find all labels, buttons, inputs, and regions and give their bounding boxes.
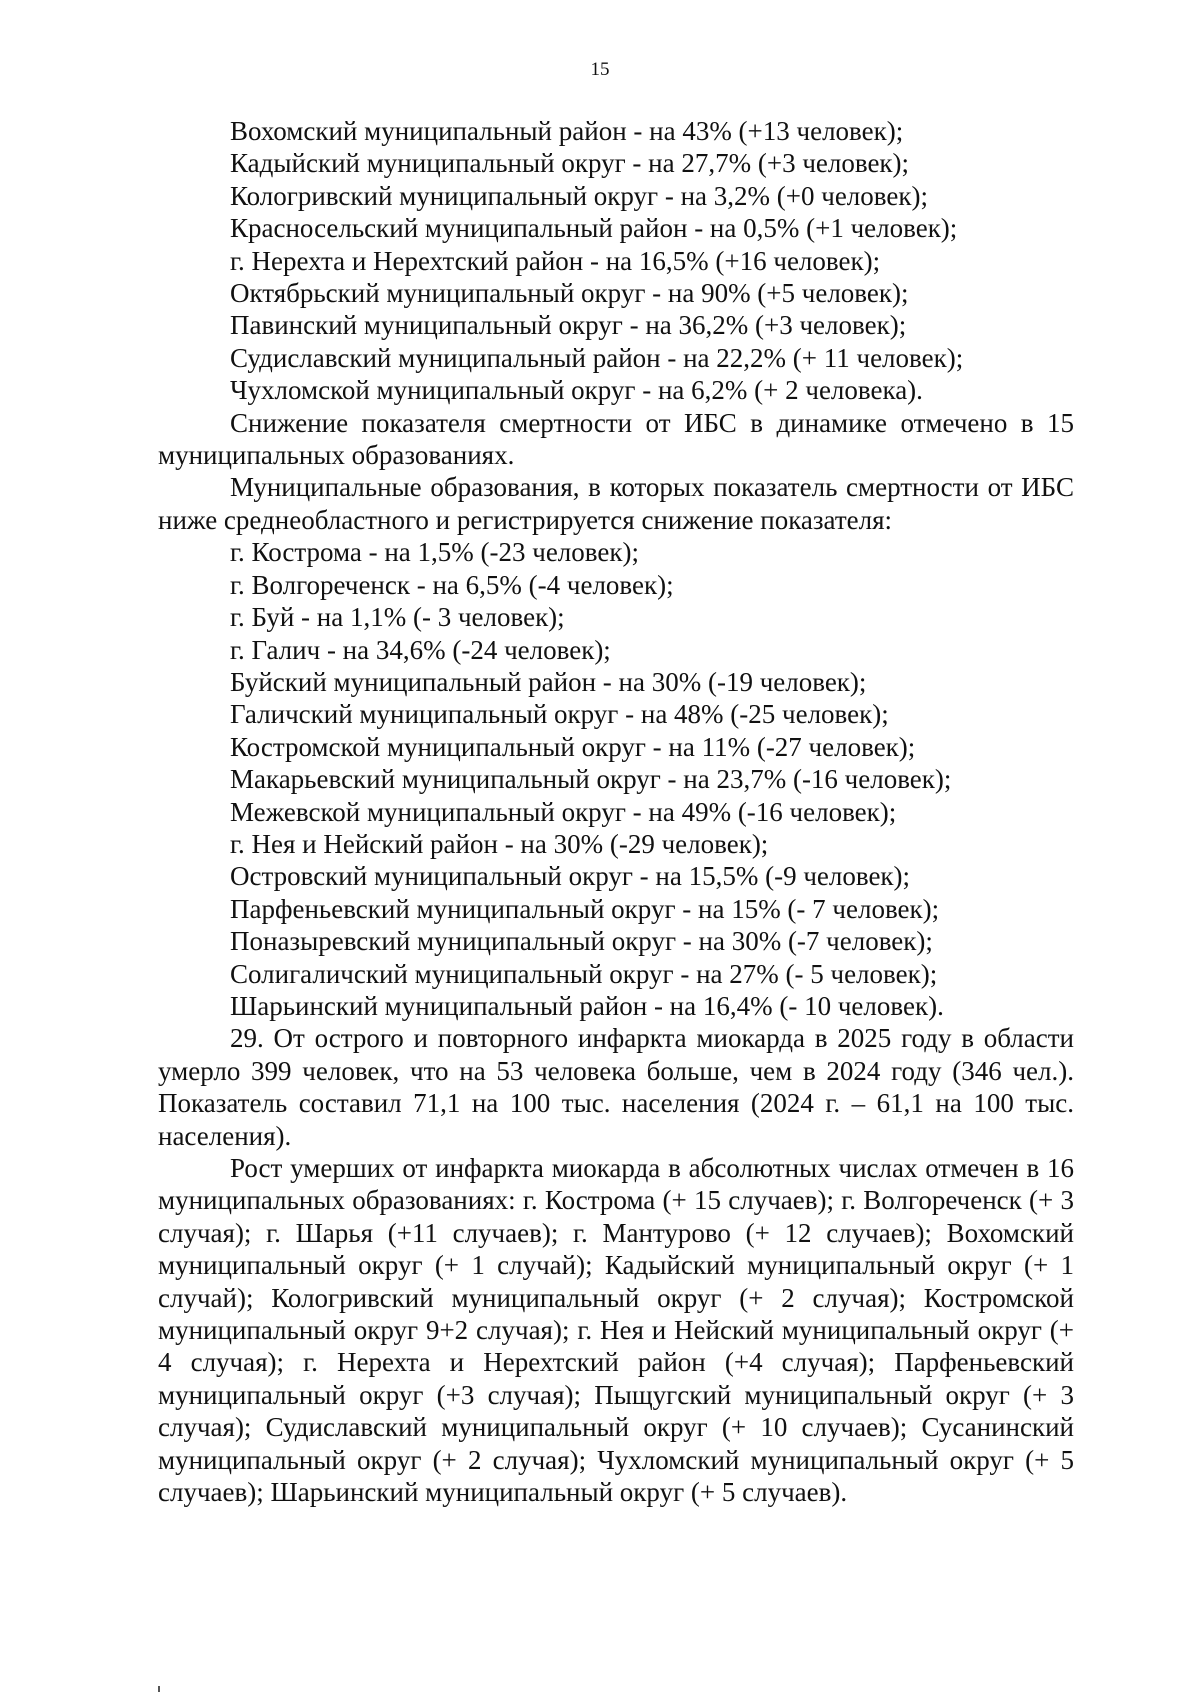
list-item: Парфеньевский муниципальный округ - на 15% (- 7 человек); (230, 893, 940, 924)
list-item: Кадыйский муниципальный округ - на 27,7% (+3 человек); (230, 148, 910, 179)
list-item: г. Волгореченск - на 6,5% (-4 человек); (230, 569, 674, 600)
list-item: Межевской муниципальный округ - на 49% (-16 человек); (230, 796, 897, 827)
list-item: Поназыревский муниципальный округ - на 30% (-7 человек); (230, 926, 933, 957)
page-number: 15 (590, 59, 610, 80)
increase-list (158, 115, 1074, 407)
list-item: Шарьинский муниципальный район - на 16,4% (- 10 человек). (230, 990, 944, 1021)
paragraph-growth-list: Рост умерших от инфаркта миокарда в абсолютных числах отмечен в 16 муниципальных образованиях: г. Кострома (+ 15 случаев); г. Волгореченск (+ 3 случая); г. Шарья (+11 случаев); г. Мантурово (+ 12 случаев); Вохомский муниципальный округ (+ 1 случай); Кадыйский муниципальный округ (+ 1 случай); Кологривский муниципальный округ (+ 2 случая); Костромской муниципальный округ 9+2 случая); г. Нея и Нейский муниципальный округ (+ 4 случая); г. Нерехта и Нерехтский район (+4 случая); Парфеньевский муниципальный округ (+3 случая); Пыщугский муниципальный округ (+ 3 случая); Судиславский муниципальный округ (+ 10 случаев); Сусанинский муниципальный округ (+ 2 случая); Чухломский муниципальный округ (+ 5 случаев); Шарьинский муниципальный округ (+ 5 случаев). (158, 1153, 1074, 1508)
list-item: Вохомский муниципальный район - на 43% (+13 человек); (230, 116, 904, 146)
paragraph-below-average-intro: Муниципальные образования, в которых показатель смертности от ИБС ниже среднеобластного и регистрируется снижение показателя: (158, 472, 1074, 535)
decrease-list (158, 536, 1074, 1022)
list-item: Солигаличский муниципальный округ - на 27% (- 5 человек); (230, 958, 938, 989)
list-item: Октябрьский муниципальный округ - на 90% (+5 человек); (230, 278, 909, 309)
list-item: г. Нерехта и Нерехтский район - на 16,5% (+16 человек); (230, 245, 881, 276)
list-item: Макарьевский муниципальный округ - на 23,7% (-16 человек); (230, 764, 952, 795)
list-item: г. Кострома - на 1,5% (-23 человек); (230, 537, 639, 568)
document-body (158, 115, 1074, 1508)
list-item: г. Нея и Нейский район - на 30% (-29 человек); (230, 828, 769, 859)
list-item: Красносельский муниципальный район - на 0,5% (+1 человек); (230, 213, 958, 244)
paragraph-29-infarction: 29. От острого и повторного инфаркта миокарда в 2025 году в области умерло 399 человек, что на 53 человека больше, чем в 2024 году (346 чел.). Показатель составил 71,1 на 100 тыс. населения (2024 г. – 61,1 на 100 тыс. населения). (158, 1023, 1074, 1151)
list-item: г. Галич - на 34,6% (-24 человек); (230, 634, 611, 665)
paragraph-decrease-intro: Снижение показателя смертности от ИБС в динамике отмечено в 15 муниципальных образованиях. (158, 407, 1074, 471)
list-item: Островский муниципальный округ - на 15,5% (-9 человек); (230, 861, 911, 892)
list-item: Буйский муниципальный район - на 30% (-19 человек); (230, 666, 867, 697)
scan-mark (158, 1686, 160, 1692)
list-item: г. Буй - на 1,1% (- 3 человек); (230, 602, 565, 633)
list-item: Судиславский муниципальный район - на 22,2% (+ 11 человек); (230, 342, 964, 373)
list-item: Галичский муниципальный округ - на 48% (-25 человек); (230, 699, 889, 730)
list-item: Кологривский муниципальный округ - на 3,2% (+0 человек); (230, 180, 928, 211)
list-item: Чухломской муниципальный округ - на 6,2% (+ 2 человека). (230, 375, 923, 406)
list-item: Костромской муниципальный округ - на 11% (-27 человек); (230, 731, 916, 762)
list-item: Павинский муниципальный округ - на 36,2% (+3 человек); (230, 310, 907, 341)
